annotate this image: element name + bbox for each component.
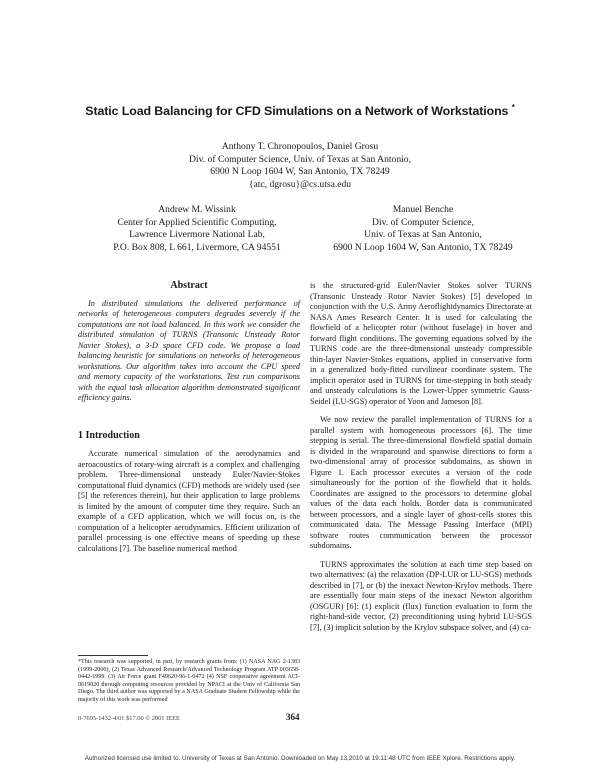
author-block-right [318, 204, 528, 254]
right-paragraph-2: We now review the parallel implementation of TURNS for a parallel system with homogeneous processors [6]. The time stepping is serial. The three-dimensional flowfield spatial domain is divided in the wraparound and spanwise directions to form a two-dimensional array of processor subdomains, as shown in Figure 1. Each processor executes a version of the code simultaneously for the portion of the flowfield that it holds. Coordinates are assigned to the processors to determine global values of the data each holds. Border data is communicated between processors, and a single layer of ghost-cells stores this communicated data. The Message Passing Interface (MPI) software routes communication between the processor subdomains. [310, 415, 532, 550]
page-number: 364 [286, 712, 300, 722]
author-affiliation: Center for Applied Scientific Computing, [117, 216, 277, 228]
author-block-left [92, 204, 302, 254]
title-footnote-mark: * [511, 103, 515, 112]
intro-paragraph: Accurate numerical simulation of the aerodynamics and aeroacoustics of rotary-wing aircraft is a complex and challenging problem. Three-dimensional unsteady Euler/Navier-Stokes computational fluid dynamics (CFD) methods are widely used (see [5] the references therein), but their application to large problems is limited by the amount of computer time they require. Such an example of a CFD application, which we will focus on, is the computation of a helicopter aerodynamics. Efficient utilization of parallel processing is one effective means of speeding up these calculations [7]. The baseline numerical method [78, 449, 300, 553]
footnote-rule [78, 655, 148, 656]
author-address: P.O. Box 808, L 661, Livermore, CA 94551 [113, 241, 281, 253]
author-name: Manuel Benche [392, 204, 454, 215]
author-block-top [150, 141, 450, 191]
title-text: Static Load Balancing for CFD Simulations on a Network of Workstations [85, 104, 509, 119]
right-column [310, 281, 532, 633]
author-lab: Lawrence Livermore National Lab, [129, 229, 265, 241]
author-name: Andrew M. Wissink [158, 204, 236, 215]
abstract-heading: Abstract [170, 280, 208, 291]
author-affiliation: Div. of Computer Science, [372, 216, 474, 228]
author-names: Anthony T. Chronopoulos, Daniel Grosu [221, 141, 379, 152]
author-address: 6900 N Loop 1604 W, San Antonio, TX 78249 [210, 166, 390, 178]
isbn-line: 0-7695-1432-4/01 $17.00 © 2001 IEEE [78, 715, 180, 722]
author-univ: Univ. of Texas at San Antonio, [364, 229, 482, 241]
ieee-license-notice: Authorized licensed use limited to: University of Texas at San Antonio. Downloaded on May 13,2010 at 19:11:48 UTC from IEEE Xplore. Restrictions apply. [84, 755, 516, 762]
left-column [78, 281, 300, 554]
author-email: {atc, dgrosu}@cs.utsa.edu [248, 178, 352, 190]
author-affiliation: Div. of Computer Science, Univ. of Texas at San Antonio, [189, 153, 411, 165]
abstract-text: In distributed simulations the delivered performance of networks of heterogeneous computers degrades severely if the computations are not load balanced. In this work we consider the distributed simulation of TURNS (Transonic Unsteady Rotor Navier Stokes), a 3-D space CFD code. We propose a load balancing heuristic for simulations on networks of heterogeneous workstations. Our algorithm takes into account the CPU speed and memory capacity of the workstations. Test run comparisons with the equal task allocation algorithm demonstrated significant efficiency gains. [78, 298, 300, 402]
right-paragraph-3: TURNS approximates the solution at each time step based on two alternatives: (a) the relaxation (DP-LUR or LU-SGS) methods described in [7], or (b) the inexact Newton-Krylov methods. There are essentially four main steps of the inexact Newton algorithm (OSGUR) [6]: (1) explicit (flux) function evaluation to form the right-hand-side vector, (2) preconditioning using hybrid LU-SGS [7], (3) implicit solution by the Krylov subspace solver, and (4) ca- [310, 559, 532, 632]
author-address: 6900 N Loop 1604 W, San Antonio, TX 78249 [333, 241, 513, 253]
paper-title [40, 103, 560, 118]
introduction-heading: 1 Introduction [78, 429, 140, 441]
footnote: *This research was supported, in part, by research grants from: (1) NASA NAG 2-1383 (1999-2000), (2) Texas Advanced Research/Advanced Technology Program ATP 003658-0442-1999. (3) Air Force grant F49620-96-1-0472 (4) NSF cooperative agreement ACI-9619020 through computing resources provided by NPACI at the Univ of California San Diego. The third author was supported by a NASA Graduate Student Fellowship while the majority of this work was performed [78, 659, 300, 703]
right-paragraph-1: is the structured-grid Euler/Navier Stokes solver TURNS (Transonic Unsteady Rotor Navier Stokes) [5] developed in conjunction with the U.S. Army Aeroflightdynamics Directorate at NASA Ames Research Center. It is used for calculating the flowfield of a helicopter rotor (without fuselage) in hover and forward flight conditions. The governing equations solved by the TURNS code are the three-dimensional unsteady compressible thin-layer Navier-Stokes equations, applied in conservative form in a generalized body-fitted curvilinear coordinate system. The implicit operator used in TURNS for time-stepping in both steady and unsteady calculations is the Lower-Upper symmetric Gauss-Seidel (LU-SGS) operator of Yoon and Jameson [8]. [310, 281, 532, 406]
